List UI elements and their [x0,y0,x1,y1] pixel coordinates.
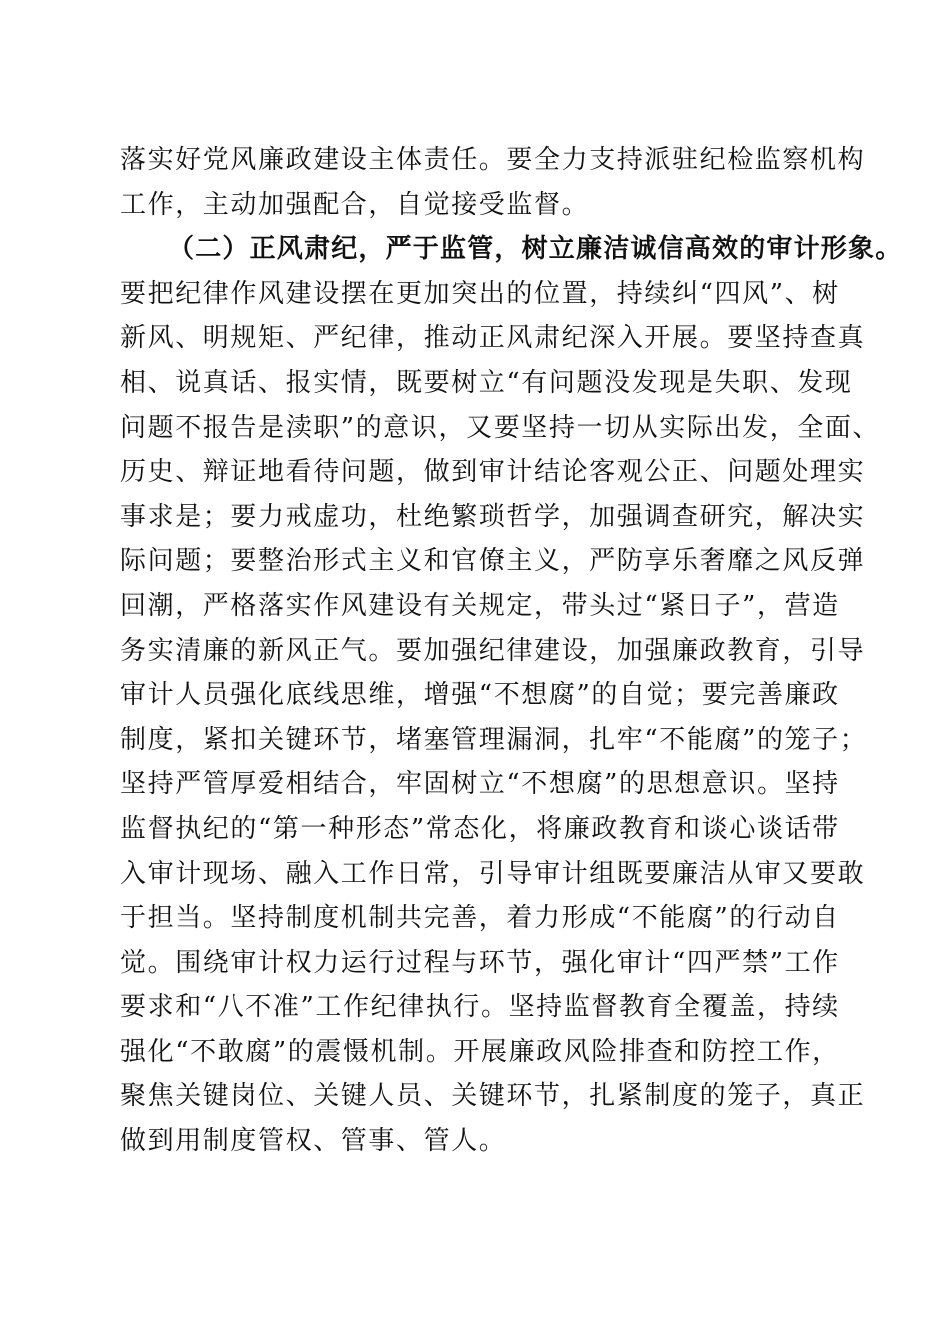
text-line: 相、说真话、报实情，既要树立“有问题没发现是失职、发现 [120,367,853,398]
text-line: 问题不报告是渎职”的意识，又要坚持一切从实际出发，全面、 [120,412,881,443]
text-line: 聚焦关键岗位、关键人员、关键环节，扎紧制度的笼子，真正 [120,1081,866,1112]
text-line: 觉。围绕审计权力运行过程与环节，强化审计“四严禁”工作 [120,947,840,978]
text-line: 新风、明规矩、严纪律，推动正风肃纪深入开展。要坚持查真 [120,323,866,354]
text-line: 要把纪律作风建设摆在更加突出的位置，持续纠“四风”、树 [120,278,840,309]
text-line: 制度，紧扣关键环节，堵塞管理漏洞，扎牢“不能腐”的笼子； [120,724,868,755]
text-line: 事求是；要力戒虚功，杜绝繁琐哲学，加强调查研究，解决实 [120,501,866,532]
text-line: 强化“不敢腐”的震慑机制。开展廉政风险排查和防控工作， [120,1036,840,1067]
text-line: 做到用制度管权、管事、管人。 [120,1126,507,1157]
section-heading: （二）正风肃纪，严于监管，树立廉洁诚信高效的审计形象。 [168,234,903,265]
body-text [120,138,903,1164]
text-line: 落实好党风廉政建设主体责任。要全力支持派驻纪检监察机构 [120,145,866,175]
text-line: 审计人员强化底线思维，增强“不想腐”的自觉；要完善廉政 [120,680,840,711]
text-line: 入审计现场、融入工作日常，引导审计组既要廉洁从审又要敢 [120,858,866,889]
text-line: 坚持严管厚爱相结合，牢固树立“不想腐”的思想意识。坚持 [120,769,840,800]
text-line: 回潮，严格落实作风建设有关规定，带头过“紧日子”，营造 [120,590,840,621]
text-line: 历史、辩证地看待问题，做到审计结论客观公正、问题处理实 [120,457,866,488]
text-line: 要求和“八不准”工作纪律执行。坚持监督教育全覆盖，持续 [120,992,840,1023]
text-line: 务实清廉的新风正气。要加强纪律建设，加强廉政教育，引导 [120,635,866,666]
text-line: 际问题；要整治形式主义和官僚主义，严防享乐奢靡之风反弹 [120,546,866,577]
text-line: 监督执纪的“第一种形态”常态化，将廉政教育和谈心谈话带 [120,813,840,844]
text-line: 于担当。坚持制度机制共完善，着力形成“不能腐”的行动自 [120,903,840,934]
text-line: 工作，主动加强配合，自觉接受监督。 [120,189,590,220]
